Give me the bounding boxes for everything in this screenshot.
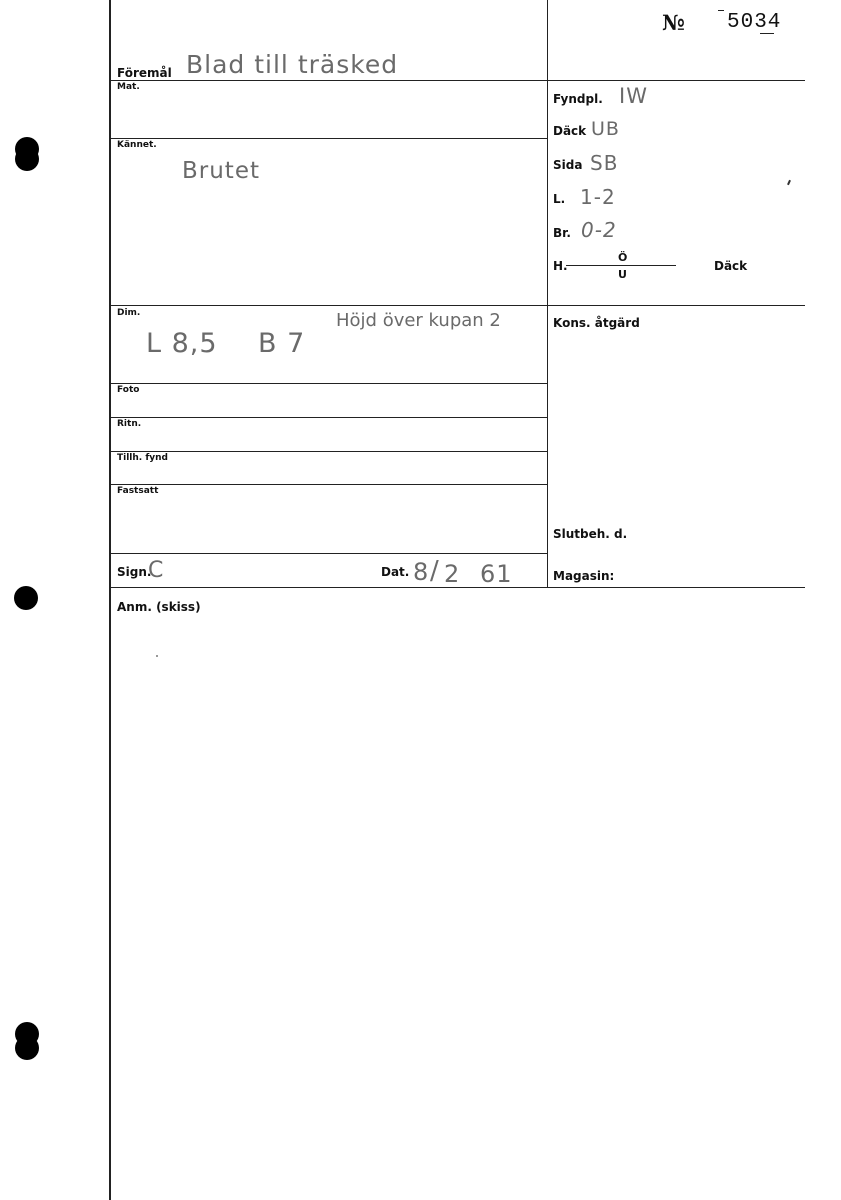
value-dim-b: B 7 <box>258 328 306 359</box>
label-kannet: Kännet. <box>117 140 157 150</box>
value-dat-month: 2 <box>444 560 461 588</box>
column-divider <box>547 0 548 587</box>
label-h: H. <box>553 259 568 273</box>
rule-foto <box>110 383 547 384</box>
punch-hole-bottom-2 <box>15 1036 39 1060</box>
label-dack: Däck <box>553 124 587 138</box>
label-dim: Dim. <box>117 308 141 318</box>
rule-mat <box>110 138 547 139</box>
card-number: 5034 <box>727 11 782 34</box>
value-dim-l: L 8,5 <box>146 328 218 359</box>
value-fyndpl: IW <box>619 84 648 108</box>
label-ritn: Ritn. <box>117 419 142 429</box>
rule-tillh <box>110 451 547 452</box>
label-fyndpl: Fyndpl. <box>553 92 603 106</box>
label-l: L. <box>553 192 566 206</box>
ink-speck <box>787 180 791 185</box>
value-dat-slash: / <box>430 556 440 586</box>
label-foto: Foto <box>117 385 140 395</box>
paper-speck <box>156 655 158 657</box>
label-sign: Sign. <box>117 565 152 579</box>
value-dat-day: 8 <box>413 558 430 586</box>
left-margin-line <box>109 0 111 1200</box>
tick-number <box>718 10 724 11</box>
label-foremal: Föremål <box>117 66 172 80</box>
value-sida: SB <box>590 151 619 175</box>
label-slutbeh: Slutbeh. d. <box>553 527 628 541</box>
label-br: Br. <box>553 226 571 240</box>
rule-sign <box>110 553 547 554</box>
rule-height-fraction <box>566 265 676 266</box>
rule-foremal <box>110 80 805 81</box>
value-l: 1-2 <box>580 185 616 209</box>
label-kons-atgard: Kons. åtgärd <box>553 316 640 330</box>
label-dat: Dat. <box>381 565 410 579</box>
rule-fastsatt <box>110 484 547 485</box>
punch-hole-middle <box>14 586 38 610</box>
punch-hole-top-2 <box>15 147 39 171</box>
value-sign: C <box>148 558 165 583</box>
rule-dim <box>110 305 805 306</box>
label-tillh-fynd: Tillh. fynd <box>117 453 168 463</box>
label-fastsatt: Fastsatt <box>117 486 159 496</box>
label-dack-2: Däck <box>714 259 748 273</box>
label-magasin: Magasin: <box>553 569 615 583</box>
value-dim-note: Höjd över kupan 2 <box>336 310 501 331</box>
value-br: 0-2 <box>581 218 617 242</box>
label-h-under: U <box>618 268 627 281</box>
card-number-sign: № <box>662 10 685 35</box>
label-h-over: Ö <box>618 251 628 264</box>
label-mat: Mat. <box>117 82 140 92</box>
value-dat-year: 61 <box>480 560 513 588</box>
label-anm: Anm. (skiss) <box>117 600 201 614</box>
value-kannet: Brutet <box>182 158 260 184</box>
value-foremal: Blad till träsked <box>186 50 399 79</box>
value-dack: UB <box>591 118 620 140</box>
rule-ritn <box>110 417 547 418</box>
label-sida: Sida <box>553 158 583 172</box>
